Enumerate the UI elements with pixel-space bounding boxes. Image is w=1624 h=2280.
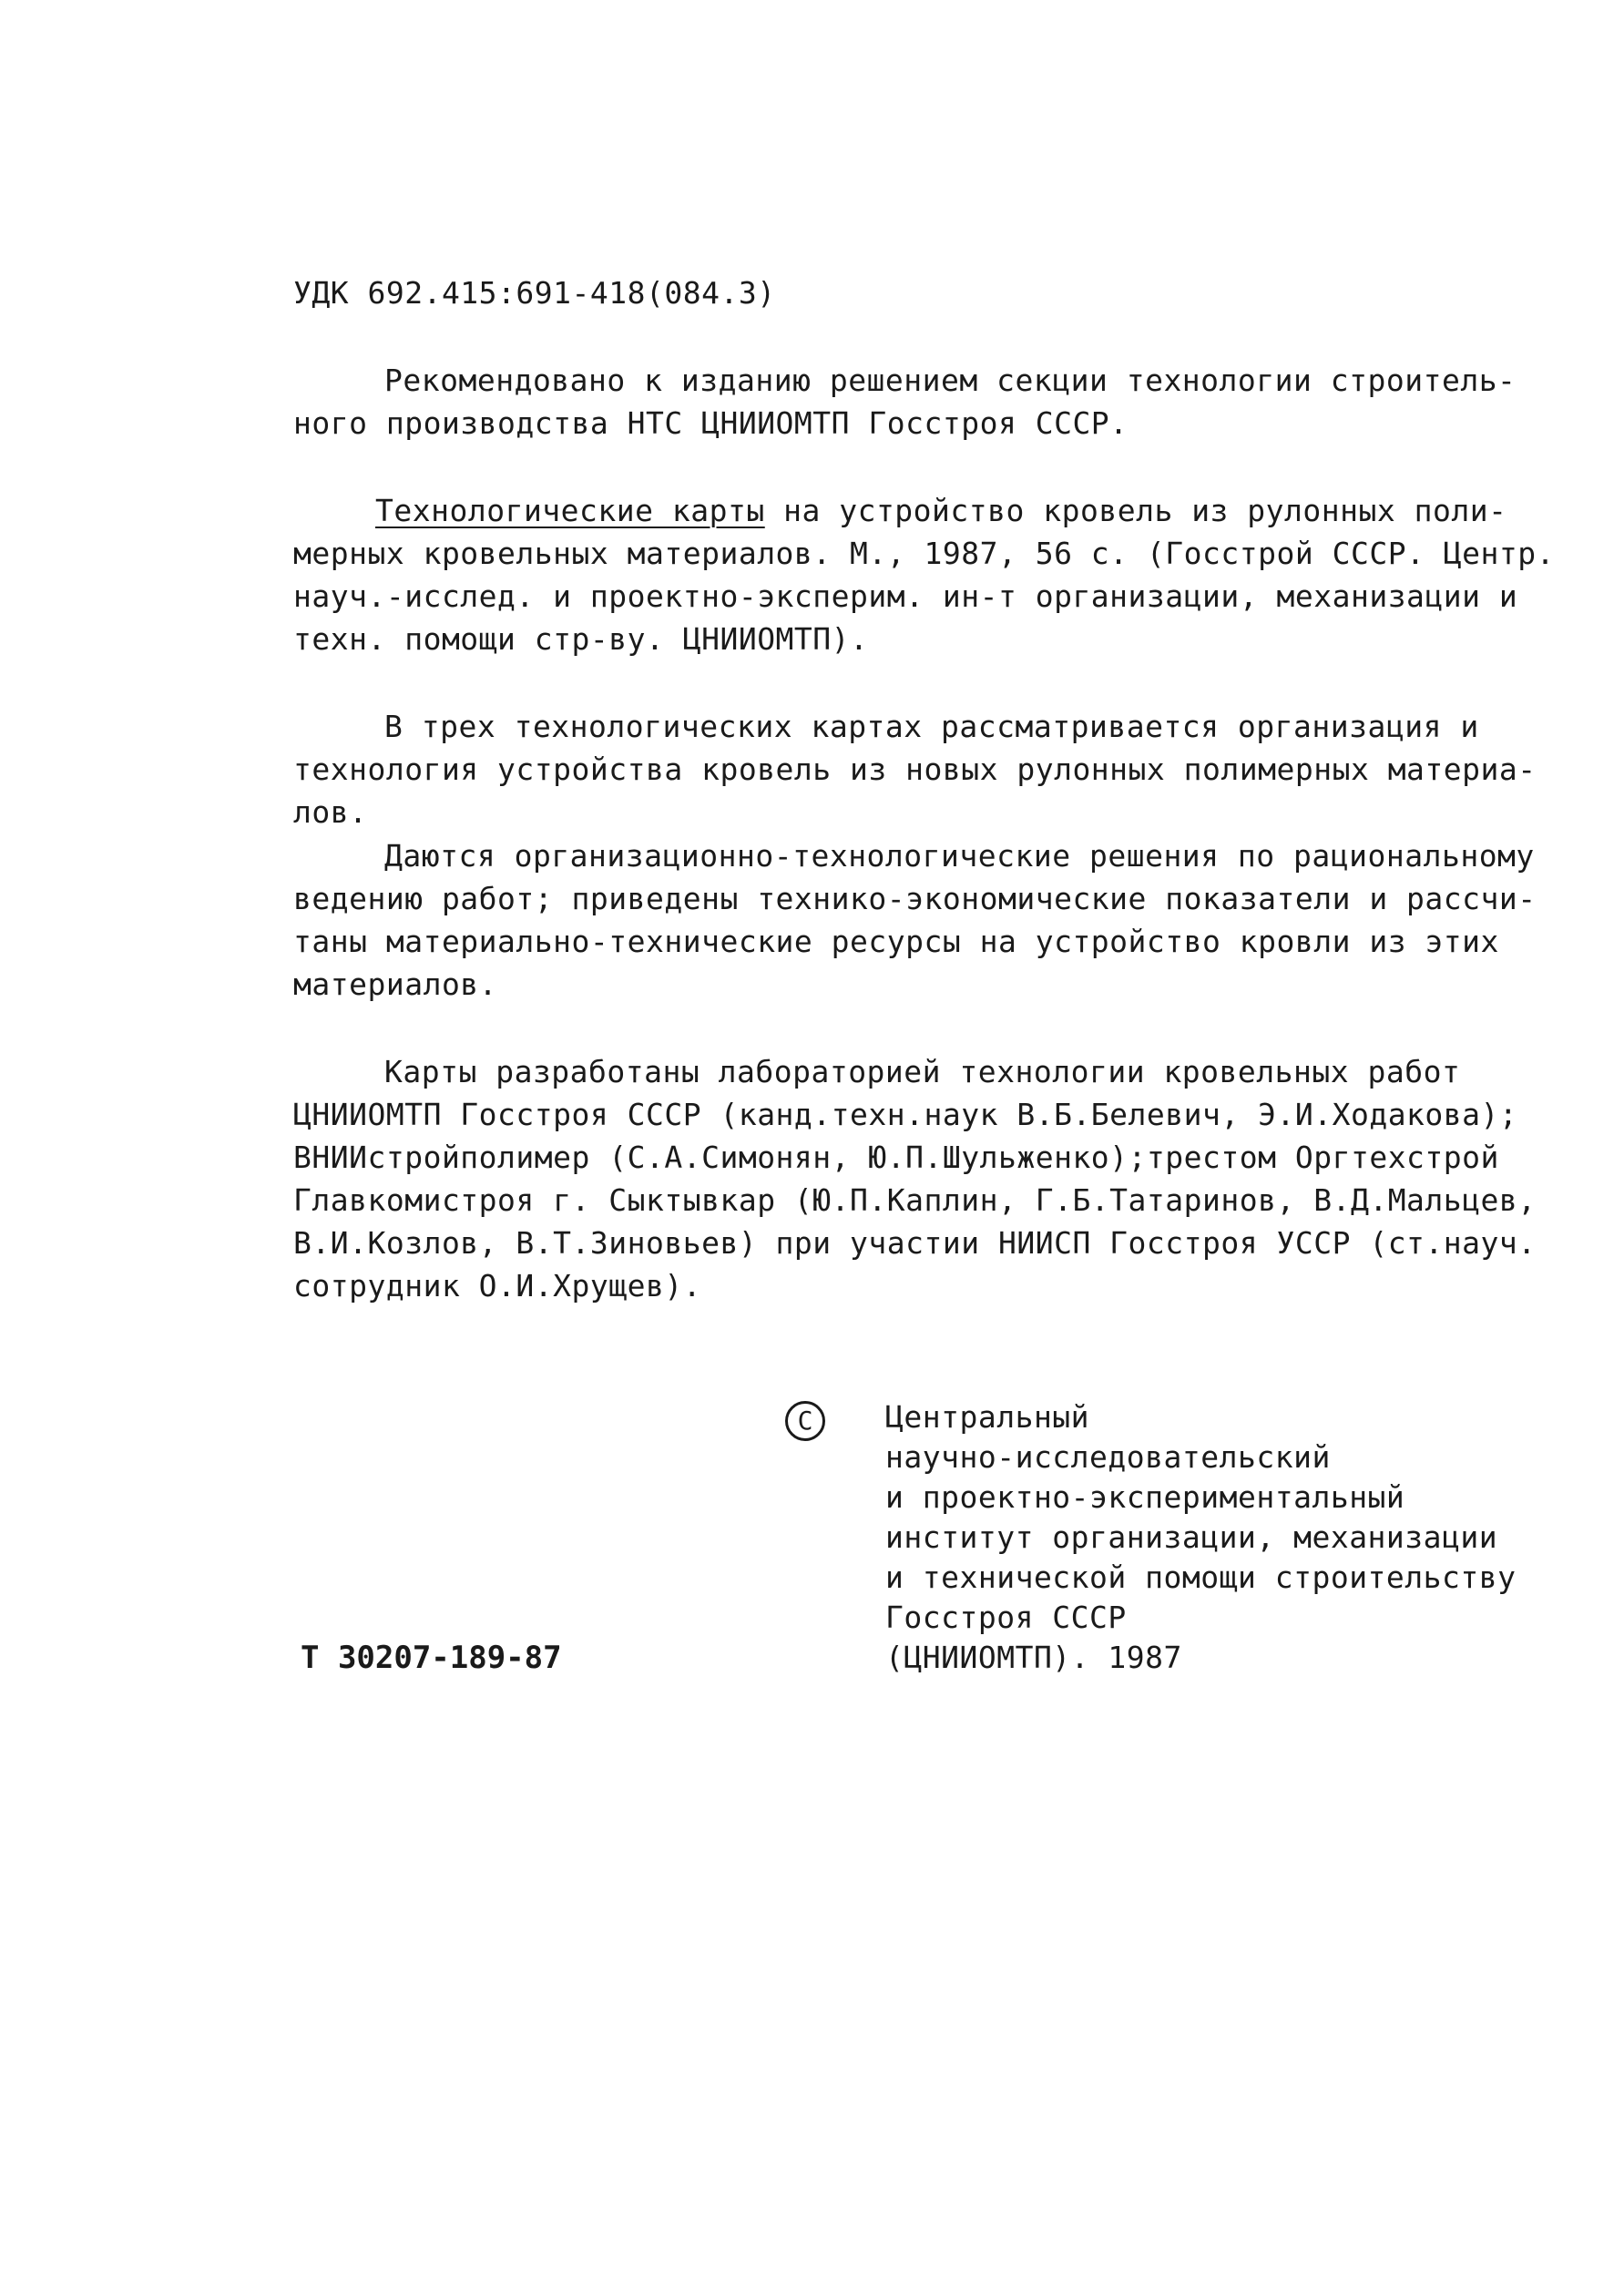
bibliography-line-3: науч.-исслед. и проектно-эксперим. ин-т организации, механизации и: [293, 578, 1518, 614]
bibliography-line-1: [375, 493, 1507, 529]
authors-line-4: Главкомистроя г. Сыктывкар (Ю.П.Каплин, Г.Б.Татаринов, В.Д.Мальцев,: [293, 1182, 1537, 1218]
authors-line-3: ВНИИстройполимер (С.А.Симонян, Ю.П.Шульженко);трестом Оргтехстрой: [293, 1140, 1499, 1175]
authors-line-5: В.И.Козлов, В.Т.Зиновьев) при участии НИИСП Госстроя УССР (ст.науч.: [293, 1225, 1537, 1261]
authors-line-2: ЦНИИОМТП Госстроя СССР (канд.техн.наук В.Б.Белевич, Э.И.Ходакова);: [293, 1097, 1518, 1132]
copyright-line-1: Центральный: [885, 1399, 1090, 1435]
copyright-line-6: Госстроя СССР: [885, 1600, 1127, 1635]
abstract-p2-line-4: материалов.: [293, 966, 498, 1002]
recommendation-line-1: Рекомендовано к изданию решением секции технологии строитель-: [384, 363, 1517, 398]
abstract-p1-line-3: лов.: [293, 794, 368, 830]
copyright-line-7: (ЦНИИОМТП). 1987: [885, 1640, 1182, 1675]
abstract-p1-line-2: технология устройства кровель из новых рулонных полимерных материа-: [293, 751, 1537, 787]
abstract-p2-line-1: Даются организационно-технологические решения по рациональному: [384, 838, 1535, 874]
authors-line-6: сотрудник О.И.Хрущев).: [293, 1268, 702, 1304]
copyright-line-4: институт организации, механизации: [885, 1519, 1498, 1555]
bibliography-title: Технологические карты: [375, 493, 765, 528]
bibliography-line-2: мерных кровельных материалов. М., 1987, 56 с. (Госстрой СССР. Центр.: [293, 536, 1556, 571]
abstract-p1-line-1: В трех технологических картах рассматривается организация и: [384, 709, 1479, 744]
authors-line-1: Карты разработаны лабораторией технологии кровельных работ: [384, 1054, 1461, 1089]
publication-code: Т 30207-189-87: [301, 1640, 562, 1676]
udk-code: УДК 692.415:691-418(084.3): [293, 275, 776, 311]
copyright-symbol: C: [785, 1401, 825, 1441]
bibliography-line-4: техн. помощи стр-ву. ЦНИИОМТП).: [293, 621, 869, 657]
abstract-p2-line-2: ведению работ; приведены технико-экономические показатели и рассчи-: [293, 881, 1537, 916]
copyright-line-5: и технической помощи строительству: [885, 1559, 1517, 1595]
abstract-p2-line-3: таны материально-технические ресурсы на устройство кровли из этих: [293, 924, 1499, 959]
bibliography-line-1-rest: на устройство кровель из рулонных поли-: [764, 493, 1507, 528]
copyright-line-3: и проектно-экспериментальный: [885, 1479, 1405, 1515]
copyright-line-2: научно-исследовательский: [885, 1439, 1331, 1475]
recommendation-line-2: ного производства НТС ЦНИИОМТП Госстроя СССР.: [293, 405, 1129, 441]
